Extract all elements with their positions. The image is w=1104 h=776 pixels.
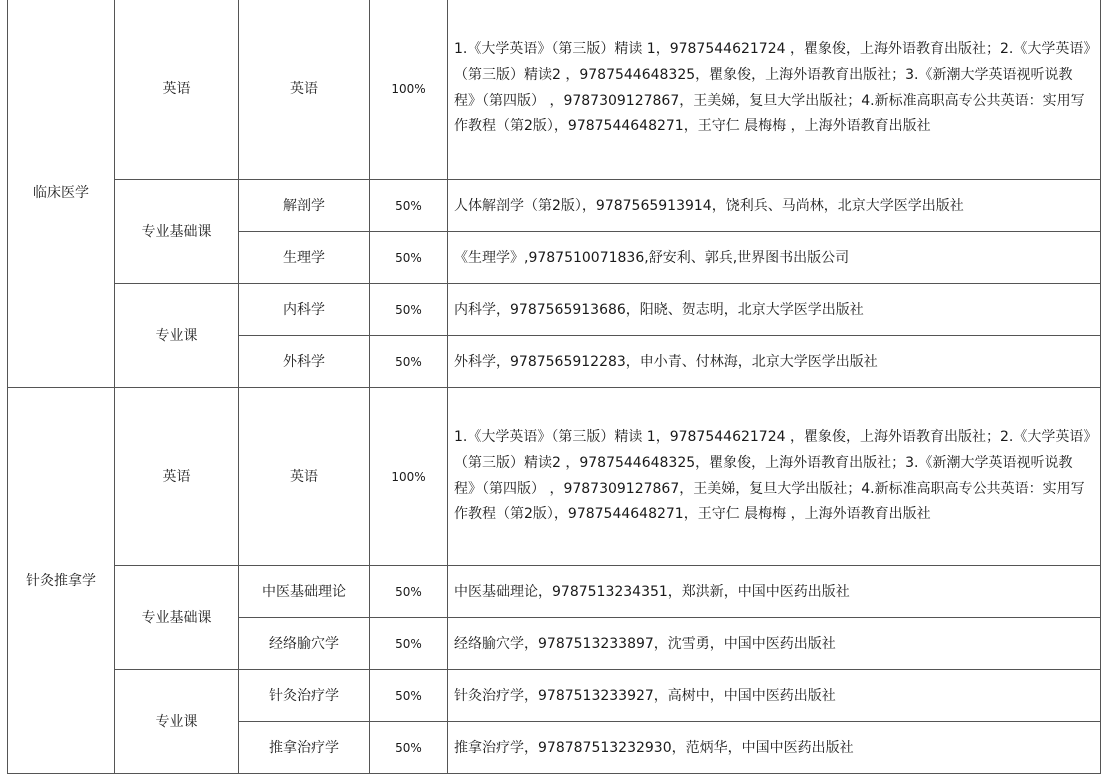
course-name-cell: 外科学 bbox=[239, 336, 370, 388]
category-cell: 英语 bbox=[115, 388, 239, 566]
course-name-cell: 英语 bbox=[239, 0, 370, 180]
textbook-cell: 1.《大学英语》（第三版）精读 1，9787544621724 ，瞿象俊，上海外语教育出版社；2.《大学英语》（第三版）精读2 ，9787544648325，瞿象俊，上海外语教育出版社；3.《新潮大学英语视听说教程》（第四版） ，9787309127867，王美娣，复旦大学出版社；4.新标准高职高专公共英语：实用写作教程（第2版），9787544648271，王守仁 晨梅梅 ，上海外语教育出版社 bbox=[448, 0, 1101, 180]
course-name-cell: 英语 bbox=[239, 388, 370, 566]
table-row bbox=[8, 566, 1101, 618]
category-cell: 专业课 bbox=[115, 670, 239, 774]
weight-cell: 50% bbox=[370, 336, 448, 388]
textbook-cell: 经络腧穴学，9787513233897，沈雪勇，中国中医药出版社 bbox=[448, 618, 1101, 670]
textbook-cell: 针灸治疗学，9787513233927，高树中，中国中医药出版社 bbox=[448, 670, 1101, 722]
weight-cell: 50% bbox=[370, 232, 448, 284]
course-name-cell: 针灸治疗学 bbox=[239, 670, 370, 722]
table-row bbox=[8, 388, 1101, 566]
table-row bbox=[8, 0, 1101, 180]
weight-cell: 100% bbox=[370, 0, 448, 180]
exam-textbook-table bbox=[7, 0, 1101, 774]
textbook-cell: 内科学，9787565913686，阳晓、贺志明，北京大学医学出版社 bbox=[448, 284, 1101, 336]
course-name-cell: 内科学 bbox=[239, 284, 370, 336]
category-cell: 专业基础课 bbox=[115, 180, 239, 284]
textbook-cell: 外科学，9787565912283，申小青、付林海，北京大学医学出版社 bbox=[448, 336, 1101, 388]
weight-cell: 50% bbox=[370, 722, 448, 774]
major-cell: 针灸推拿学 bbox=[8, 388, 115, 774]
course-name-cell: 中医基础理论 bbox=[239, 566, 370, 618]
course-name-cell: 经络腧穴学 bbox=[239, 618, 370, 670]
textbook-cell: 推拿治疗学，978787513232930，范炳华，中国中医药出版社 bbox=[448, 722, 1101, 774]
textbook-cell: 中医基础理论，9787513234351，郑洪新，中国中医药出版社 bbox=[448, 566, 1101, 618]
table-row bbox=[8, 670, 1101, 722]
weight-cell: 50% bbox=[370, 670, 448, 722]
weight-cell: 50% bbox=[370, 566, 448, 618]
category-cell: 英语 bbox=[115, 0, 239, 180]
textbook-cell: 1.《大学英语》（第三版）精读 1，9787544621724 ，瞿象俊，上海外语教育出版社；2.《大学英语》（第三版）精读2 ，9787544648325，瞿象俊，上海外语教育出版社；3.《新潮大学英语视听说教程》（第四版） ，9787309127867，王美娣，复旦大学出版社；4.新标准高职高专公共英语：实用写作教程（第2版），9787544648271，王守仁 晨梅梅 ，上海外语教育出版社 bbox=[448, 388, 1101, 566]
course-name-cell: 推拿治疗学 bbox=[239, 722, 370, 774]
major-cell: 临床医学 bbox=[8, 0, 115, 388]
weight-cell: 50% bbox=[370, 618, 448, 670]
weight-cell: 50% bbox=[370, 180, 448, 232]
course-name-cell: 生理学 bbox=[239, 232, 370, 284]
category-cell: 专业基础课 bbox=[115, 566, 239, 670]
table-row bbox=[8, 180, 1101, 232]
textbook-cell: 人体解剖学（第2版），9787565913914，饶利兵、马尚林，北京大学医学出版社 bbox=[448, 180, 1101, 232]
category-cell: 专业课 bbox=[115, 284, 239, 388]
weight-cell: 50% bbox=[370, 284, 448, 336]
textbook-cell: 《生理学》,9787510071836,舒安利、郭兵,世界图书出版公司 bbox=[448, 232, 1101, 284]
course-name-cell: 解剖学 bbox=[239, 180, 370, 232]
table-row bbox=[8, 284, 1101, 336]
weight-cell: 100% bbox=[370, 388, 448, 566]
